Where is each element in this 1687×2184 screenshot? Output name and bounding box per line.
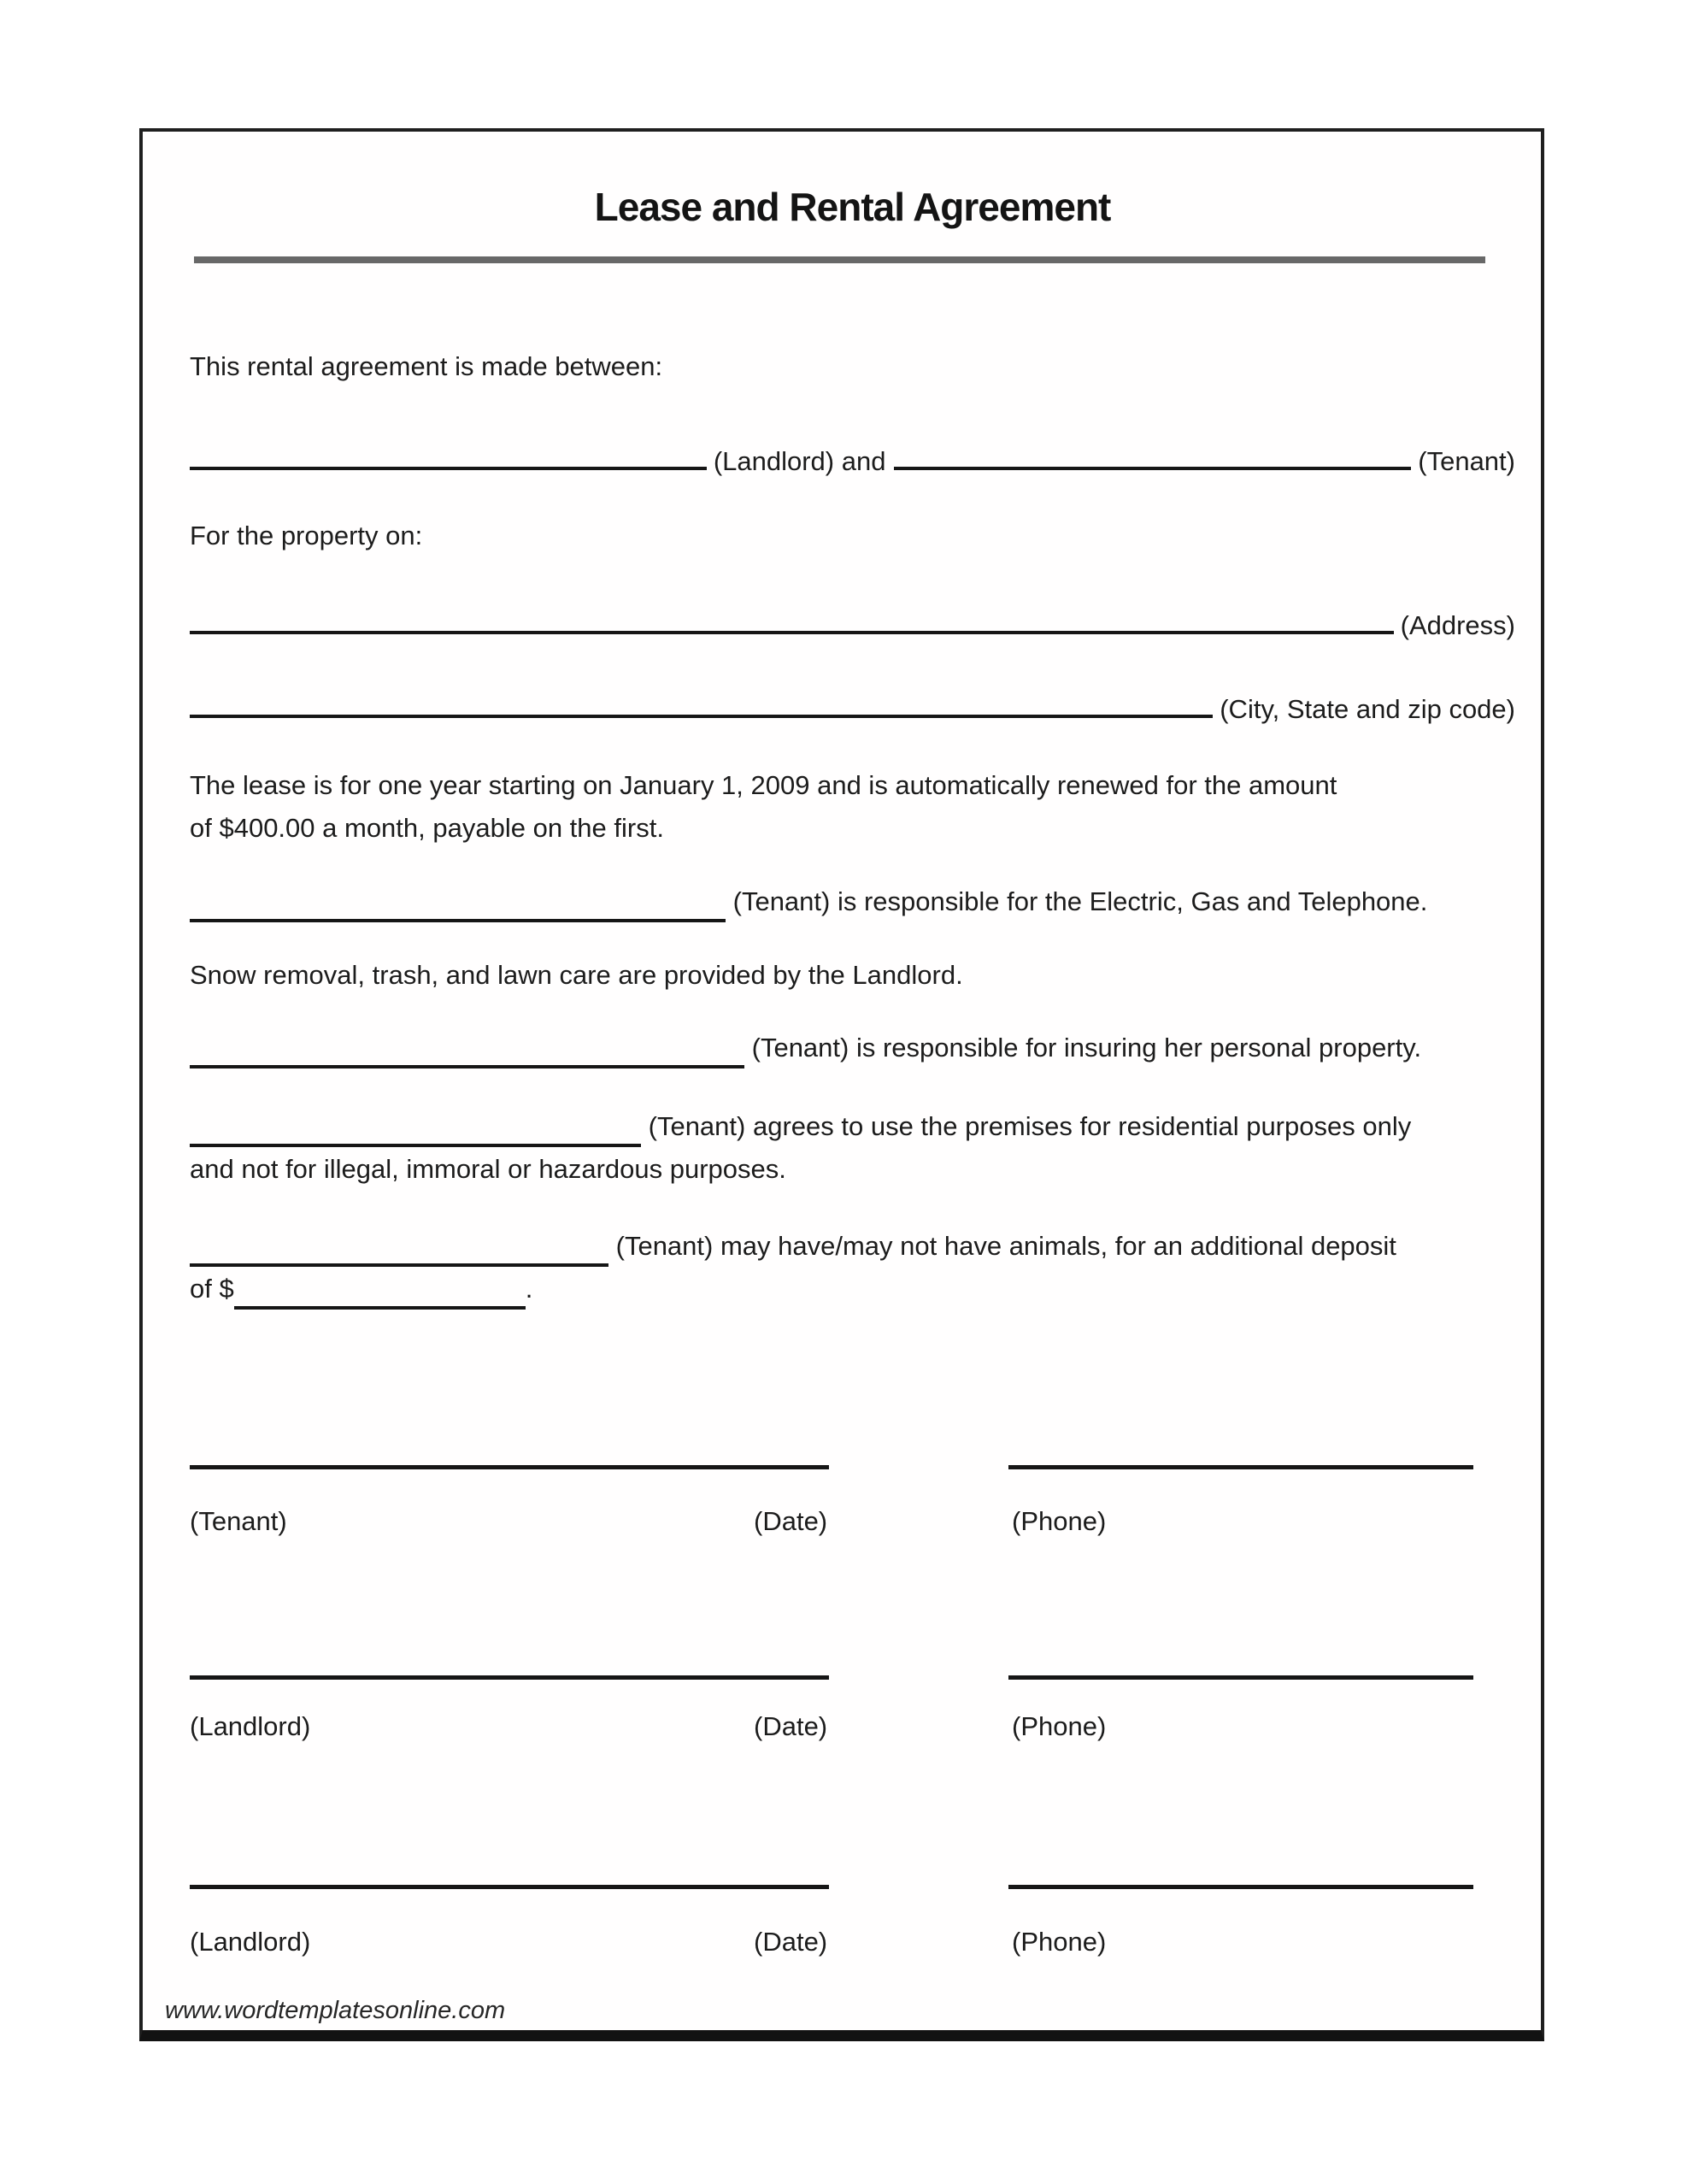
tenant-phone-label: (Phone) xyxy=(1012,1506,1107,1536)
lease-terms-line1: The lease is for one year starting on January 1, 2009 and is automatically renewed for the amount xyxy=(190,770,1337,800)
landlord-services-line: Snow removal, trash, and lawn care are provided by the Landlord. xyxy=(190,960,963,990)
animals-tenant-blank xyxy=(190,1226,608,1267)
insurance-tenant-blank xyxy=(190,1027,744,1068)
website-footer: www.wordtemplatesonline.com xyxy=(165,1997,506,2024)
residential-line2: and not for illegal, immoral or hazardous purposes. xyxy=(190,1154,786,1184)
tenant-signature-line xyxy=(190,1431,829,1469)
document-title: Lease and Rental Agreement xyxy=(594,185,1111,229)
landlord2-date-label: (Date) xyxy=(754,1927,828,1957)
animals-line1 xyxy=(190,1225,1515,1268)
lease-terms-paragraph xyxy=(190,764,1515,850)
document-page xyxy=(139,128,1544,2041)
residential-tenant-blank xyxy=(190,1106,641,1147)
landlord1-signature-line xyxy=(190,1641,829,1680)
landlord-name-blank xyxy=(190,429,707,470)
title-divider-rule xyxy=(194,256,1485,263)
landlord1-role-label: (Landlord) xyxy=(190,1711,311,1741)
city-state-zip-blank xyxy=(190,677,1213,718)
landlord2-phone-label: (Phone) xyxy=(1012,1927,1107,1957)
tenant-label: (Tenant) xyxy=(1418,446,1515,476)
tenant-role-label: (Tenant) xyxy=(190,1506,287,1536)
signature-row-landlord-2 xyxy=(190,1851,1515,1889)
animals-paragraph xyxy=(190,1225,1515,1310)
utilities-line xyxy=(190,880,1515,923)
insurance-line xyxy=(190,1027,1515,1069)
animals-text1: (Tenant) may have/may not have animals, for an additional deposit xyxy=(615,1231,1396,1261)
tenant-phone-line xyxy=(1008,1431,1473,1469)
property-heading: For the property on: xyxy=(190,521,423,550)
landlord2-phone-line xyxy=(1008,1851,1473,1889)
lease-terms-line2: of $400.00 a month, payable on the first. xyxy=(190,813,664,843)
landlord-label: (Landlord) and xyxy=(713,446,886,476)
tenant-date-label: (Date) xyxy=(754,1506,828,1536)
insurance-text: (Tenant) is responsible for insuring her personal property. xyxy=(751,1033,1422,1063)
landlord1-phone-line xyxy=(1008,1641,1473,1680)
animals-line2 xyxy=(190,1268,1515,1310)
residential-line1 xyxy=(190,1105,1515,1148)
utilities-tenant-blank xyxy=(190,881,726,922)
tenant-name-blank xyxy=(894,429,1411,470)
city-state-zip-label: (City, State and zip code) xyxy=(1220,694,1515,724)
utilities-text: (Tenant) is responsible for the Electric, Gas and Telephone. xyxy=(732,886,1428,916)
intro-paragraph: This rental agreement is made between: xyxy=(190,351,663,381)
animals-deposit-suffix: . xyxy=(525,1274,533,1304)
landlord2-signature-line xyxy=(190,1851,829,1889)
signature-labels-tenant xyxy=(190,1500,1515,1543)
landlord2-role-label: (Landlord) xyxy=(190,1927,311,1957)
parties-line xyxy=(190,429,1515,483)
address-label: (Address) xyxy=(1400,610,1515,640)
residential-use-paragraph xyxy=(190,1105,1515,1191)
signature-labels-landlord-1 xyxy=(190,1705,1515,1748)
signature-labels-landlord-2 xyxy=(190,1921,1515,1963)
animals-deposit-prefix: of $ xyxy=(190,1274,234,1304)
landlord1-date-label: (Date) xyxy=(754,1711,828,1741)
address-line xyxy=(190,593,1515,647)
landlord1-phone-label: (Phone) xyxy=(1012,1711,1107,1741)
city-state-zip-line xyxy=(190,677,1515,731)
signature-row-tenant xyxy=(190,1431,1515,1469)
signature-row-landlord-1 xyxy=(190,1641,1515,1680)
address-blank xyxy=(190,593,1394,634)
deposit-amount-blank xyxy=(234,1269,526,1310)
residential-text1: (Tenant) agrees to use the premises for residential purposes only xyxy=(648,1111,1412,1141)
